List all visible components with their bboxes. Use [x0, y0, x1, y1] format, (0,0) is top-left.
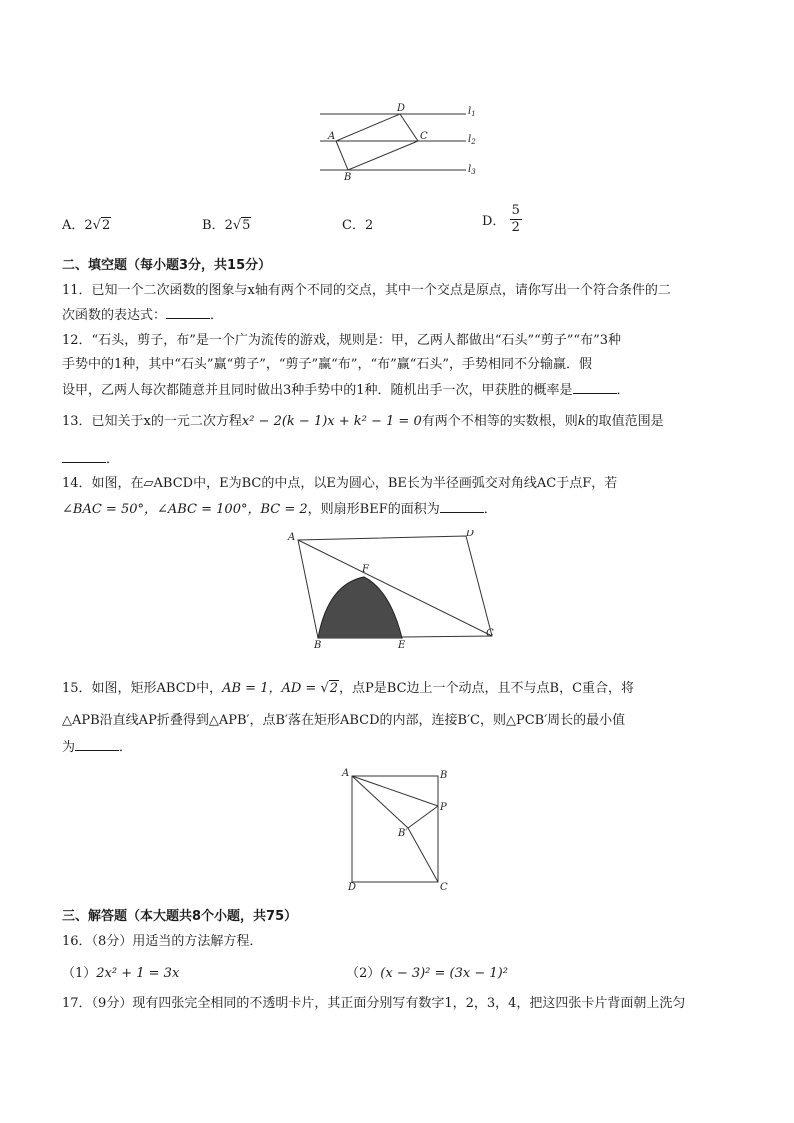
- q12-line2: 手势中的1种，其中“石头”赢“剪子”，“剪子”赢“布”，“布”赢“石头”，手势相同不分输赢．假: [62, 357, 593, 372]
- label-F: F: [362, 564, 369, 575]
- answer-blank: [573, 379, 617, 394]
- label-B-prime: B′: [398, 828, 408, 839]
- parallelogram-figure: [284, 530, 504, 650]
- q10-option-a: A．2√2: [62, 218, 111, 233]
- label-B: B: [344, 172, 352, 182]
- label-C: C: [440, 882, 448, 892]
- q13-line2: ．: [62, 448, 119, 470]
- label-l3: $l_3$: [468, 164, 476, 176]
- label-D: D: [397, 103, 406, 114]
- label-A: A: [288, 532, 296, 543]
- rectangle-fold-figure: [340, 766, 460, 892]
- answer-blank: [440, 498, 484, 513]
- segment-ap: [352, 776, 438, 806]
- fraction: $\frac{5}{2}$: [511, 203, 520, 235]
- rectangle-abcd: [352, 776, 438, 882]
- answer-blank: [166, 304, 210, 319]
- q11-line1: 11．已知一个二次函数的图象与x轴有两个不同的交点，其中一个交点是原点，请你写出一个符合条件的二: [62, 283, 671, 298]
- arc-bf: [318, 577, 402, 638]
- q14-line1: 14．如图，在▱ABCD中，E为BC的中点，以E为圆心，BE长为半径画弧交对角线AC于点F，若: [62, 476, 618, 491]
- q14-line2: ∠BAC = 50°，∠ABC = 100°，BC = 2，则扇形BEF的面积为 ．: [62, 498, 497, 520]
- q15-line2: △APB沿直线AP折叠得到△APB′，点B′落在矩形ABCD的内部，连接B′C，则△PCB′周长的最小值: [62, 713, 626, 728]
- parallel-lines-figure: [318, 102, 480, 182]
- segment-pb-prime: [408, 806, 438, 828]
- q11-line2: 次函数的表达式： ．: [62, 304, 223, 326]
- q12-line3: 设甲，乙两人每次都随意并且同时做出3种手势中的1种．随机出手一次，甲获胜的概率是 ．: [62, 379, 630, 401]
- segment-b-prime-c: [408, 828, 438, 882]
- section-solve-title: 三、解答题（本大题共8个小题，共75）: [62, 909, 298, 924]
- q16-part1: （1）2x² + 1 = 3x: [62, 966, 180, 981]
- segment-ab-prime: [352, 776, 408, 828]
- q16-part2: （2）(x − 3)² = (3x − 1)²: [346, 966, 508, 981]
- section-fill-in-title: 二、填空题（每小题3分，共15分）: [62, 258, 272, 273]
- answer-blank: [75, 736, 119, 751]
- label-E: E: [398, 640, 406, 650]
- label-l2: $l_2$: [468, 134, 476, 146]
- quadrilateral-abcd: [336, 114, 418, 170]
- label-B: B: [314, 640, 322, 650]
- label-C: C: [420, 131, 428, 142]
- label-A: A: [328, 131, 336, 142]
- q15-line3: 为 ．: [62, 736, 132, 758]
- label-C: C: [486, 628, 494, 639]
- q17-line1: 17．（9分）现有四张完全相同的不透明卡片，其正面分别写有数字1，2，3，4，把这四张卡片背面朝上洗匀: [62, 996, 686, 1011]
- q15-line1: 15．如图，矩形ABCD中，AB = 1，AD = √2，点P是BC边上一个动点，且不与点B，C重合，将: [62, 681, 635, 696]
- q12-line1: 12．“石头，剪子，布”是一个广为流传的游戏，规则是：甲，乙两人都做出“石头”“剪子”“布”3种: [62, 333, 621, 348]
- label-B: B: [440, 770, 448, 781]
- q10-option-d: D． $\frac{5}{2}$: [482, 203, 520, 235]
- label-P: P: [440, 802, 447, 813]
- answer-blank: [62, 448, 106, 463]
- label-D: D: [348, 882, 357, 892]
- q13-line1: 13．已知关于x的一元二次方程x² − 2(k − 1)x + k² − 1 = 0有两个不相等的实数根，则k的取值范围是: [62, 414, 664, 429]
- q16-line1: 16．（8分）用适当的方法解方程．: [62, 934, 263, 949]
- label-A: A: [342, 768, 350, 779]
- q10-option-c: C．2: [342, 218, 374, 233]
- label-D: D: [466, 530, 475, 539]
- q10-option-b: B．2√5: [202, 218, 251, 233]
- label-l1: $l_1$: [468, 106, 476, 118]
